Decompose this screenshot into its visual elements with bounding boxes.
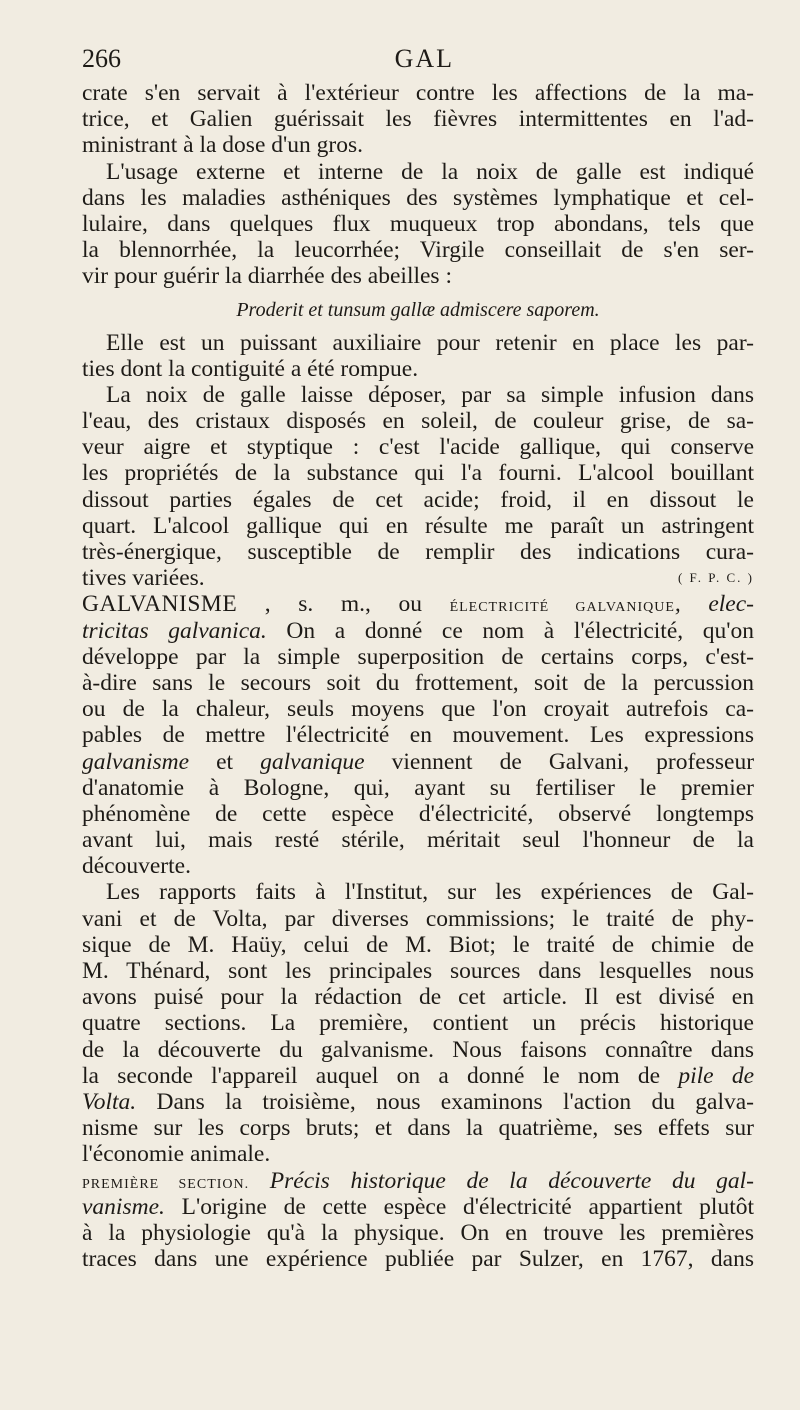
section-title: vanisme. — [82, 1193, 165, 1220]
text-line: les propriétés de la substance qui l'a fourni. L'alcool bouillant — [82, 460, 754, 487]
text-line: ties dont la contiguité a été rompue. — [82, 355, 419, 382]
text-line: avons puisé pour la rédaction de cet article. Il est divisé en — [82, 984, 754, 1011]
section-title: Précis historique de la découverte du gal- — [269, 1167, 754, 1194]
text-line: M. Thénard, sont les principales sources dans lesquelles nous — [82, 958, 754, 984]
text-line: vani et de Volta, par diverses commissions; le traité de phy- — [82, 905, 754, 932]
section-heading-line — [82, 1168, 754, 1194]
text-line: à-dire sans le secours soit du frottement, soit de la percussion — [82, 669, 754, 696]
text-fragment: tives variées. — [82, 565, 205, 592]
text-line: sique de M. Haüy, celui de M. Biot; le traité de chimie de — [82, 931, 754, 958]
text-line: Elle est un puissant auxiliaire pour retenir en place les par- — [106, 329, 754, 356]
text-line: La noix de galle laisse déposer, par sa simple infusion dans — [106, 381, 754, 408]
text-line: veur aigre et styptique : c'est l'acide gallique, qui conserve — [82, 434, 754, 461]
text-line: d'anatomie à Bologne, qui, ayant su fertiliser le premier — [82, 774, 754, 801]
text-line: quatre sections. La première, contient un précis historique — [82, 1010, 754, 1037]
italic-term: pile de — [678, 1062, 754, 1089]
text-line: à la physiologie qu'à la physique. On en trouve les premières — [82, 1219, 754, 1246]
text-line: très-énergique, susceptible de remplir des indications cura- — [82, 539, 754, 565]
text-line: dans les maladies asthéniques des systèmes lymphatique et cel- — [82, 184, 754, 211]
text-line: L'usage externe et interne de la noix de galle est indiqué — [106, 158, 754, 185]
text-line: trice, et Galien guérissait les fièvres intermittentes en l'ad- — [82, 106, 754, 133]
text-line: phénomène de cette espèce d'électricité, observé longtemps — [82, 800, 754, 827]
text-line: traces dans une expérience publiée par Sulzer, en 1767, dans — [82, 1246, 754, 1273]
text-fragment: et — [216, 748, 234, 775]
italic-term: galvanique — [260, 748, 365, 775]
latin-quote: Proderit et tunsum gallæ admiscere saporem. — [236, 298, 600, 321]
text-line — [82, 749, 754, 775]
text-line: ou de la chaleur, seuls moyens que l'on croyait autrefois ca- — [82, 696, 754, 723]
text-line: lulaire, dans quelques flux muqueux trop abondans, tels que — [82, 210, 754, 237]
text-line: ministrant à la dose d'un gros. — [82, 132, 363, 159]
text-fragment: Dans la troisième, nous examinons l'action du galva- — [156, 1088, 754, 1115]
text-fragment: la seconde l'appareil auquel on a donné le nom de — [82, 1062, 661, 1089]
text-line: nisme sur les corps bruts; et dans la quatrième, ses effets sur — [82, 1115, 754, 1142]
page-header — [82, 44, 754, 80]
text-line: pables de mettre l'électricité en mouvement. Les expressions — [82, 722, 754, 749]
italic-term: Volta. — [82, 1088, 137, 1115]
text-line — [82, 1089, 754, 1115]
text-line — [82, 1194, 754, 1220]
text-line: découverte. — [82, 853, 191, 880]
section-label: PREMIÈRE SECTION. — [82, 1176, 250, 1192]
running-head: GAL — [394, 44, 454, 73]
text-line: l'eau, des cristaux disposés en soleil, de couleur grise, de sa- — [82, 408, 754, 435]
text-line: quart. L'alcool gallique qui en résulte me paraît un astringent — [82, 512, 754, 539]
text-fragment: viennent de Galvani, professeur — [391, 748, 754, 775]
text-fragment: L'origine de cette espèce d'électricité appartient plutôt — [181, 1193, 754, 1220]
text-line — [82, 565, 754, 591]
page-number: 266 — [82, 44, 121, 73]
text-line: l'économie animale. — [82, 1141, 271, 1168]
text-line: développe par la simple superposition de certains corps, c'est- — [82, 643, 754, 670]
grammar-note: , s. m., ou — [264, 591, 422, 618]
text-line: la blennorrhée, la leucorrhée; Virgile conseillait de s'en ser- — [82, 237, 754, 264]
text-line: vir pour guérir la diarrhée des abeilles : — [82, 263, 452, 290]
text-line: dissout parties égales de cet acide; froid, il en dissout le — [82, 486, 754, 513]
text-line — [82, 618, 754, 644]
text-fragment: On a donné ce nom à l'électricité, qu'on — [286, 617, 754, 644]
text-line: crate s'en servait à l'extérieur contre les affections de la ma- — [82, 80, 754, 106]
author-initials: ( F. P. C. ) — [677, 570, 754, 586]
text-line: de la découverte du galvanisme. Nous faisons connaître dans — [82, 1036, 754, 1063]
latin-term: , elec- — [674, 591, 754, 618]
text-line: Les rapports faits à l'Institut, sur les expériences de Gal- — [106, 879, 754, 906]
italic-term: galvanisme — [82, 748, 190, 775]
entry-headline — [82, 591, 754, 617]
text-line: avant lui, mais resté stérile, méritait seul l'honneur de la — [82, 827, 754, 854]
alternate-term: ÉLECTRICITÉ GALVANIQUE — [449, 600, 675, 616]
text-block — [82, 44, 754, 1272]
text-line — [82, 1063, 754, 1089]
latin-term: tricitas galvanica. — [82, 617, 267, 644]
entry-headword: GALVANISME — [82, 591, 238, 618]
